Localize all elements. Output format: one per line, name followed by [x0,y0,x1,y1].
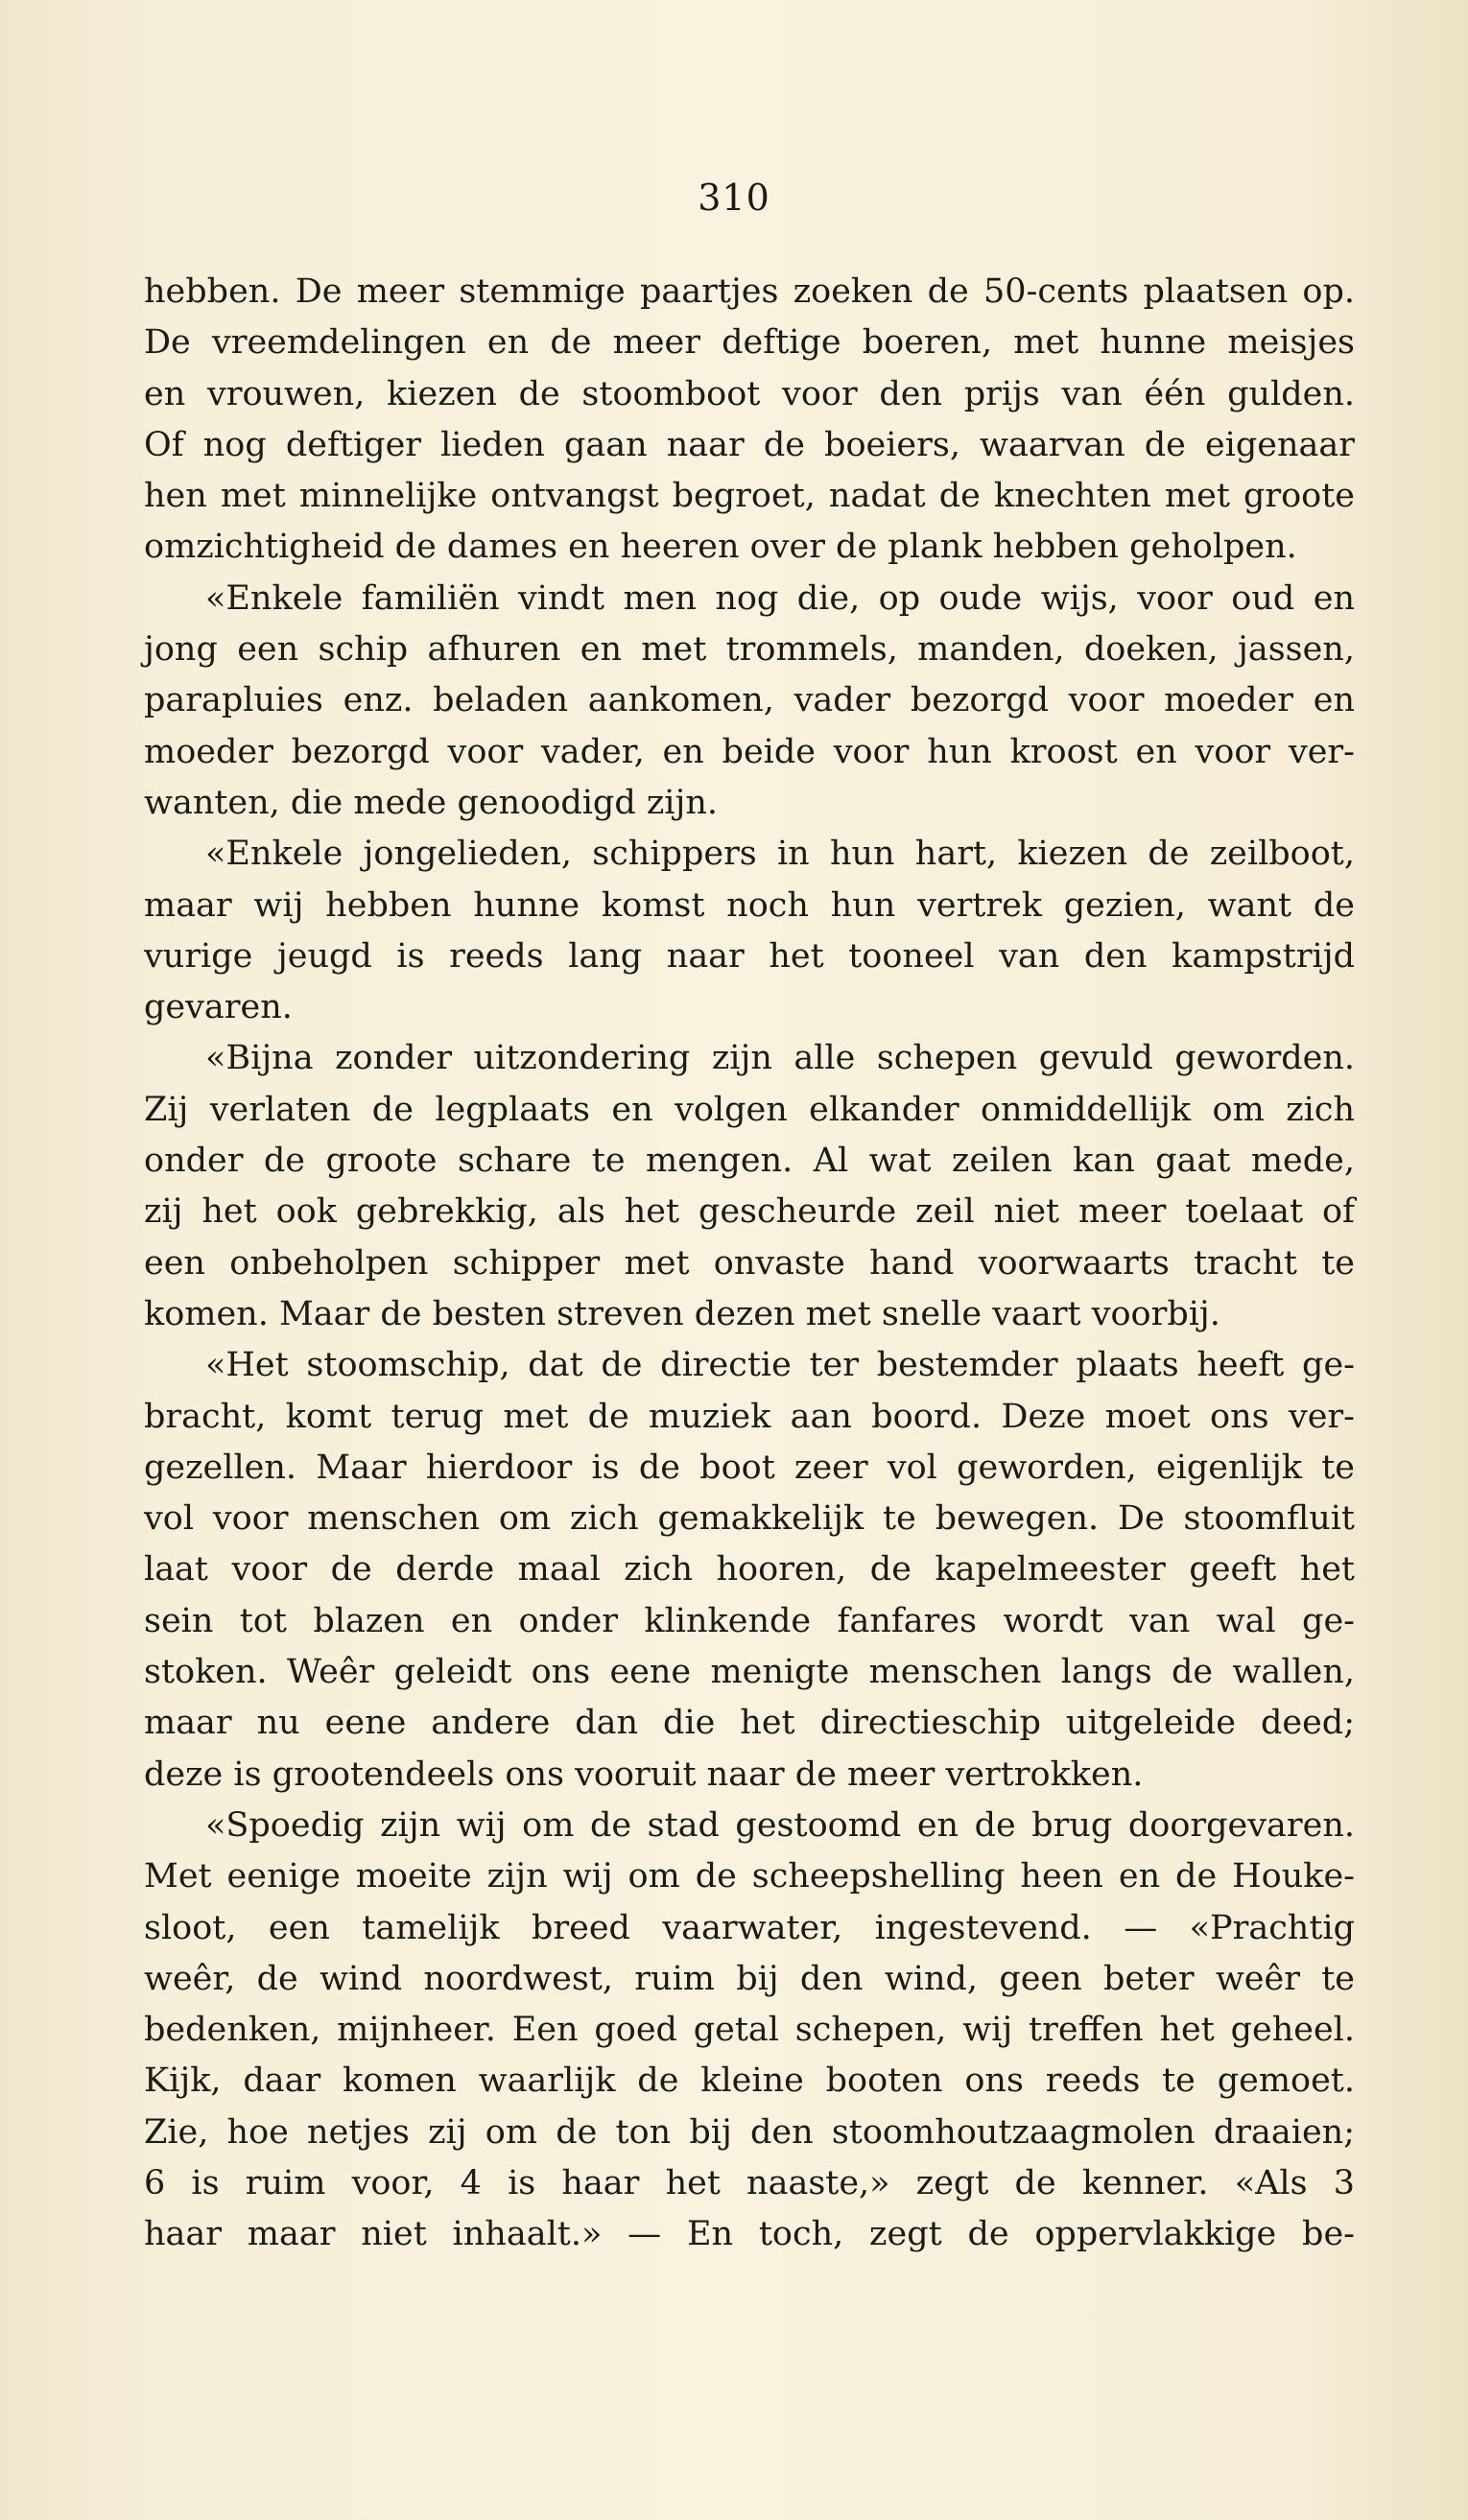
text-line: bedenken, mijnheer. Een goed getal schepen, wij treffen het geheel. [144,2011,1355,2050]
text-line: vol voor menschen om zich gemakkelijk te bewegen. De stoomfluit [144,1499,1355,1539]
text-line: 6 is ruim voor, 4 is haar het naaste,» zegt de kenner. «Als 3 [144,2163,1355,2202]
text-line: «Enkele jongelieden, schippers in hun hart, kiezen de zeilboot, [205,835,1355,874]
text-line: weêr, de wind noordwest, ruim bij den wind, geen beter weêr te [144,1959,1355,1998]
body-text [144,267,1355,2261]
text-line: jong een schip afhuren en met trommels, manden, doeken, jassen, [144,630,1355,670]
text-line: onder de groote schare te mengen. Al wat zeilen kan gaat mede, [144,1142,1355,1181]
text-line: «Het stoomschip, dat de directie ter bestemder plaats heeft ge- [205,1346,1355,1385]
text-line: parapluies enz. beladen aankomen, vader bezorgd voor moeder en [144,681,1355,720]
text-line: moeder bezorgd voor vader, en beide voor hun kroost en voor ver- [144,732,1355,771]
text-line: bracht, komt terug met de muziek aan boord. Deze moet ons ver- [144,1397,1355,1436]
text-line: Met eenige moeite zijn wij om de scheepshelling heen en de Houke- [144,1857,1355,1896]
page-number: 310 [698,177,770,219]
text-line: laat voor de derde maal zich hooren, de kapelmeester geeft het [144,1550,1355,1590]
text-line: Zie, hoe netjes zij om de ton bij den stoomhoutzaagmolen draaien; [144,2112,1355,2152]
text-line: gevaren. [144,988,293,1027]
text-line: «Spoedig zijn wij om de stad gestoomd en de brug doorgevaren. [205,1805,1355,1845]
text-line: maar nu eene andere dan die het directieschip uitgeleide deed; [144,1704,1355,1743]
text-line: maar wij hebben hunne komst noch hun vertrek gezien, want de [144,885,1355,925]
text-line: Zij verlaten de legplaats en volgen elkander onmiddellijk om zich [144,1090,1355,1129]
text-line: «Bijna zonder uitzondering zijn alle schepen gevuld geworden. [205,1039,1355,1078]
text-line: en vrouwen, kiezen de stoomboot voor den prijs van één gulden. [144,374,1355,413]
text-line: haar maar niet inhaalt.» — En toch, zegt de oppervlakkige be- [144,2215,1355,2254]
text-line: Of nog deftiger lieden gaan naar de boeiers, waarvan de eigenaar [144,425,1355,464]
text-line: hen met minnelijke ontvangst begroet, nadat de knechten met groote [144,477,1355,516]
text-line: een onbeholpen schipper met onvaste hand voorwaarts tracht te [144,1243,1355,1283]
text-line: stoken. Weêr geleidt ons eene menigte menschen langs de wallen, [144,1653,1355,1692]
text-line: omzichtigheid de dames en heeren over de plank hebben geholpen. [144,528,1297,567]
text-line: hebben. De meer stemmige paartjes zoeken de 50-cents plaatsen op. [144,272,1355,311]
text-line: gezellen. Maar hierdoor is de boot zeer vol geworden, eigenlijk te [144,1448,1355,1487]
text-line: Kijk, daar komen waarlijk de kleine booten ons reeds te gemoet. [144,2061,1355,2101]
text-line: zij het ook gebrekkig, als het gescheurde zeil niet meer toelaat of [144,1192,1355,1232]
text-line: «Enkele familiën vindt men nog die, op oude wijs, voor oud en [205,578,1355,618]
text-line: sein tot blazen en onder klinkende fanfares wordt van wal ge- [144,1601,1355,1640]
text-line: vurige jeugd is reeds lang naar het tooneel van den kampstrijd [144,936,1355,976]
text-line: wanten, die mede genoodigd zijn. [144,783,719,822]
text-line: De vreemdelingen en de meer deftige boeren, met hunne meisjes [144,323,1355,363]
text-line: deze is grootendeels ons vooruit naar de meer vertrokken. [144,1755,1144,1794]
text-line: sloot, een tamelijk breed vaarwater, ingestevend. — «Prachtig [144,1908,1355,1947]
text-line: komen. Maar de besten streven dezen met snelle vaart voorbij. [144,1294,1220,1333]
